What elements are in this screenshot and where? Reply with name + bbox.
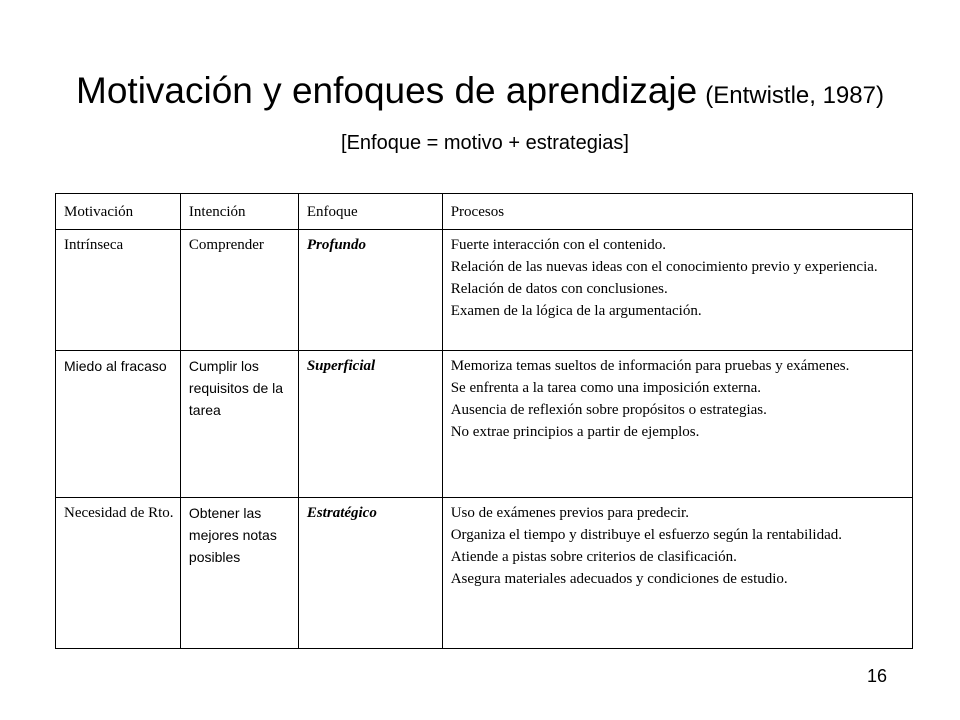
cell-enfoque: Estratégico [298, 498, 442, 649]
cell-intencion: Comprender [180, 230, 298, 351]
approaches-table [55, 193, 913, 649]
cell-enfoque: Profundo [298, 230, 442, 351]
process-line: Organiza el tiempo y distribuye el esfuerzo según la rentabilidad. [450, 527, 842, 543]
process-line: Ausencia de reflexión sobre propósitos o estrategias. [450, 402, 767, 418]
cell-procesos [442, 351, 912, 498]
cell-motivacion: Miedo al fracaso [56, 351, 181, 498]
page-number: 16 [866, 666, 887, 686]
process-line: Fuerte interacción con el contenido. [450, 237, 667, 253]
header-intencion: Intención [180, 194, 298, 230]
process-line: Asegura materiales adecuados y condiciones de estudio. [450, 571, 788, 587]
process-line: Uso de exámenes previos para predecir. [450, 505, 689, 521]
slide-title-main: Motivación y enfoques de aprendizaje [76, 70, 698, 111]
header-motivacion: Motivación [56, 194, 181, 230]
slide-title-citation: (Entwistle, 1987) [705, 82, 884, 109]
cell-motivacion: Necesidad de Rto. [56, 498, 181, 649]
process-line: No extrae principios a partir de ejemplos. [450, 424, 700, 440]
process-line: Relación de datos con conclusiones. [450, 281, 668, 297]
table-row [56, 351, 913, 498]
cell-motivacion: Intrínseca [56, 230, 181, 351]
header-enfoque: Enfoque [298, 194, 442, 230]
slide-subtitle: [Enfoque = motivo + estrategias] [341, 132, 629, 154]
process-line: Examen de la lógica de la argumentación. [450, 303, 702, 319]
table-row [56, 498, 913, 649]
header-procesos: Procesos [442, 194, 912, 230]
table-row [56, 230, 913, 351]
cell-intencion: Cumplir los requisitos de la tarea [180, 351, 298, 498]
process-line: Atiende a pistas sobre criterios de clasificación. [450, 549, 737, 565]
process-line: Memoriza temas sueltos de información para pruebas y exámenes. [450, 358, 850, 374]
process-line: Se enfrenta a la tarea como una imposición externa. [450, 380, 762, 396]
cell-intencion: Obtener las mejores notas posibles [180, 498, 298, 649]
slide-title [0, 70, 960, 112]
process-line: Relación de las nuevas ideas con el conocimiento previo y experiencia. [450, 259, 878, 275]
cell-procesos [442, 230, 912, 351]
cell-procesos [442, 498, 912, 649]
table-header-row [56, 194, 913, 230]
cell-enfoque: Superficial [298, 351, 442, 498]
